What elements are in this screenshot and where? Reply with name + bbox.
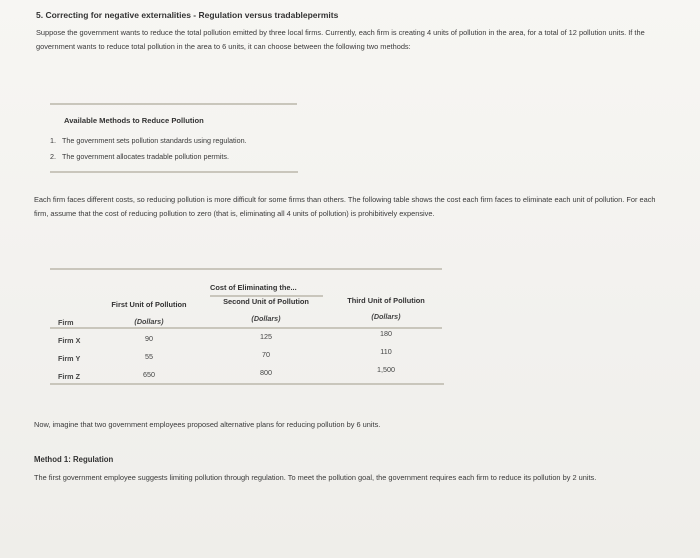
method-item-text: The government allocates tradable pollution permits. (62, 152, 230, 161)
method-item-text: The government sets pollution standards using regulation. (62, 136, 247, 145)
cell-firm-x-second: 125 (260, 332, 272, 341)
table-top-rule (50, 268, 442, 270)
row-label-firm-z: Firm Z (58, 372, 80, 381)
firm-column-header: Firm (58, 318, 74, 327)
column-unit-third: (Dollars) (371, 312, 401, 321)
cell-firm-x-first: 90 (145, 334, 153, 343)
methods-box-top-rule (50, 103, 297, 105)
column-header-third-unit: Third Unit of Pollution (347, 296, 425, 305)
column-unit-second: (Dollars) (251, 314, 281, 323)
column-header-second-unit: Second Unit of Pollution (223, 297, 309, 306)
methods-box-title: Available Methods to Reduce Pollution (64, 116, 204, 125)
alternatives-paragraph: Now, imagine that two government employees proposed alternative plans for reducing pollution by 6 units. (34, 420, 381, 429)
cell-firm-z-third: 1,500 (377, 365, 395, 374)
cell-firm-z-second: 800 (260, 368, 272, 377)
method-1-heading: Method 1: Regulation (34, 455, 114, 464)
methods-box-bottom-rule (50, 171, 298, 173)
methods-list (50, 133, 370, 165)
row-label-firm-y: Firm Y (58, 354, 81, 363)
method-item-number: 1. (50, 136, 56, 145)
question-title: 5. Correcting for negative externalities - Regulation versus tradablepermits (36, 10, 339, 20)
method-item-1 (50, 133, 370, 149)
cell-firm-z-first: 650 (143, 370, 155, 379)
cell-firm-y-second: 70 (262, 350, 270, 359)
cost-paragraph: Each firm faces different costs, so reducing pollution is more difficult for some firms than others. The following table shows the cost each firm faces to eliminate each unit of pollution. For each firm, assume that the cost of reducing pollution to zero (that is, eliminating all 4 units of pollution) is prohibitively expensive. (34, 195, 656, 218)
column-unit-first: (Dollars) (134, 317, 164, 326)
table-bottom-rule (50, 383, 444, 385)
column-header-first-unit: First Unit of Pollution (111, 300, 187, 309)
table-caption: Cost of Eliminating the... (210, 283, 297, 292)
method-item-2 (50, 149, 370, 165)
cell-firm-x-third: 180 (380, 329, 392, 338)
row-label-firm-x: Firm X (58, 336, 81, 345)
method-item-number: 2. (50, 152, 56, 161)
cell-firm-y-third: 110 (380, 347, 392, 356)
method-1-paragraph: The first government employee suggests limiting pollution through regulation. To meet the pollution goal, the government requires each firm to reduce its pollution by 2 units. (34, 473, 597, 482)
intro-paragraph: Suppose the government wants to reduce the total pollution emitted by three local firms. Currently, each firm is creating 4 units of pollution in the area, for a total of 12 pollution units. If the government wants to reduce total pollution in the area to 6 units, it can choose between the following two methods: (36, 28, 645, 51)
cell-firm-y-first: 55 (145, 352, 153, 361)
